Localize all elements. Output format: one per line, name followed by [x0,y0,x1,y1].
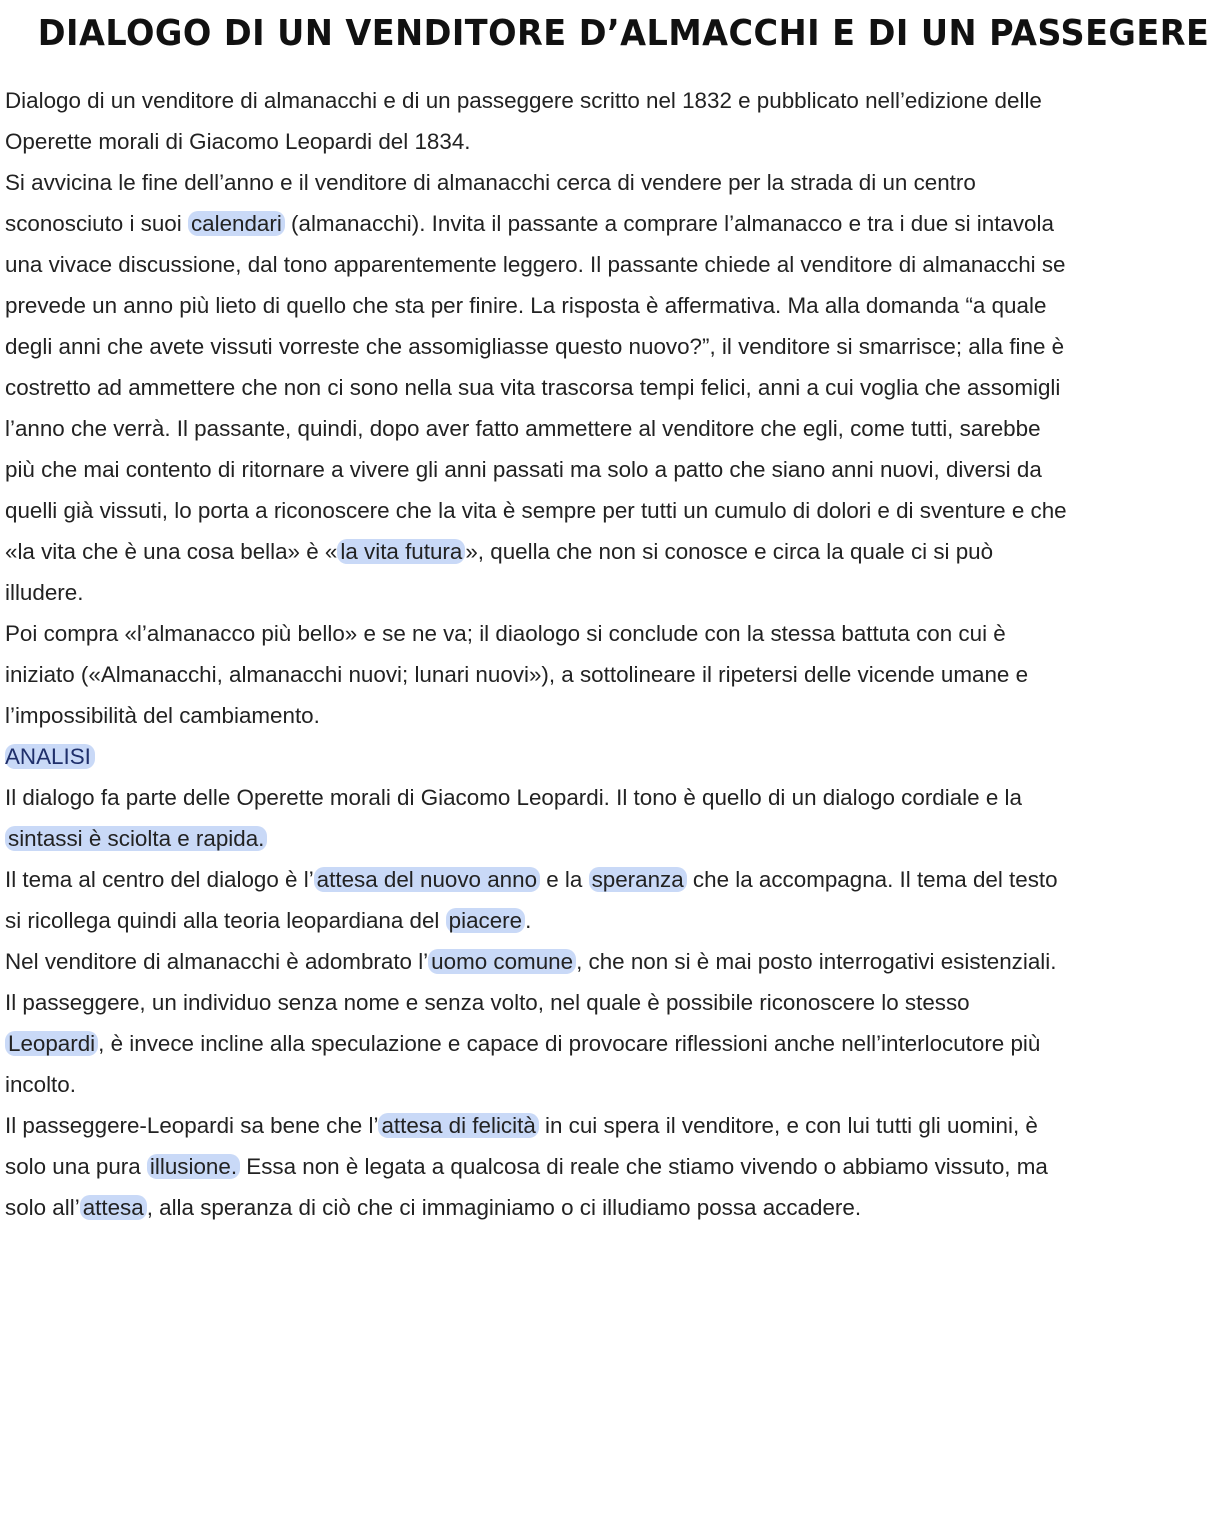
analysis-paragraph-4 [5,1105,1067,1228]
text-segment: Il passeggere-Leopardi sa bene che l’ [5,1113,379,1138]
analysis-paragraph-1 [5,777,1067,859]
text-segment: in cui spera il venditore, e con lui tutti gli uomini, è solo una pura [5,1113,1038,1179]
text-segment: Nel venditore di almanacchi è adombrato l’ [5,949,429,974]
intro-paragraph-1: Dialogo di un venditore di almanacchi e di un passeggere scritto nel 1832 e pubblicato nell’edizione delle Operette morali di Giacomo Leopardi del 1834. [5,88,1042,154]
intro-paragraph-3: Poi compra «l’almanacco più bello» e se ne va; il diaologo si conclude con la stessa battuta con cui è iniziato («Almanacchi, almanacchi nuovi; lunari nuovi»), a sottolineare il ripetersi delle vicende umane e l’impossibilità del cambiamento. [5,621,1029,728]
text-segment: », quella che non si conosce e circa la quale ci si può illudere. [5,539,994,605]
text-segment: , è invece incline alla speculazione e capace di provocare riflessioni anche nell’interlocutore più incolto. [5,1031,1041,1097]
highlight-piacere: piacere [446,908,525,933]
highlight-sintassi: sintassi è sciolta e rapida. [5,826,267,851]
analysis-paragraph-3 [5,941,1067,1105]
highlight-calendari: calendari [188,211,285,236]
analysis-heading-line [5,736,1067,777]
highlight-illusione: illusione. [147,1154,240,1179]
text-segment: Si avvicina le fine dell’anno e il venditore di almanacchi cerca di vendere per la strada di un centro sconosciuto i suoi [5,170,976,236]
text-segment: Essa non è legata a qualcosa di reale che stiamo vivendo o abbiamo vissuto, ma solo all’ [5,1154,1048,1220]
text-segment: . [525,908,532,933]
highlight-attesa: attesa [80,1195,147,1220]
highlight-leopardi: Leopardi [5,1031,98,1056]
analysis-heading: ANALISI [5,744,95,769]
page-title: DIALOGO DI UN VENDITORE D’ALMACCHI E DI UN PASSEGERE [37,13,1209,54]
text-segment: Il dialogo fa parte delle Operette morali di Giacomo Leopardi. Il tono è quello di un dialogo cordiale e la [5,785,1022,810]
highlight-speranza: speranza [589,867,687,892]
highlight-attesa-nuovo-anno: attesa del nuovo anno [314,867,540,892]
analysis-paragraph-2 [5,859,1067,941]
highlight-attesa-felicita: attesa di felicità [378,1113,538,1138]
text-segment: , che non si è mai posto interrogativi esistenziali. Il passeggere, un individuo senza nome e senza volto, nel quale è possibile riconoscere lo stesso [5,949,1057,1015]
text-segment: Il tema al centro del dialogo è l’ [5,867,314,892]
highlight-uomo-comune: uomo comune [428,949,576,974]
text-segment: , alla speranza di ciò che ci immaginiamo o ci illudiamo possa accadere. [146,1195,862,1220]
intro-paragraph-2 [5,162,1067,613]
highlight-vita-futura: la vita futura [337,539,465,564]
text-segment: che la accompagna. Il tema del testo si ricollega quindi alla teoria leopardiana del [5,867,1058,933]
text-segment: (almanacchi). Invita il passante a comprare l’almanacco e tra i due si intavola una vivace discussione, dal tono apparentemente leggero. Il passante chiede al venditore di almanacchi se prevede un anno più lieto di quello che sta per finire. La risposta è affermativa. Ma alla domanda “a quale degli anni che avete vissuti vorreste che assomigliasse questo nuovo?”, il venditore si smarrisce; alla fine è costretto ad ammettere che non ci sono nella sua vita trascorsa tempi felici, anni a cui voglia che assomigli l’anno che verrà. Il passante, quindi, dopo aver fatto ammettere al venditore che egli, come tutti, sarebbe più che mai contento di ritornare a vivere gli anni passati ma solo a patto che siano anni nuovi, diversi da quelli già vissuti, lo porta a riconoscere che la vita è sempre per tutti un cumulo di dolori e di sventure e che «la vita che è una cosa bella» è « [5,211,1067,564]
document-body [5,80,1067,1228]
text-segment: e la [540,867,589,892]
